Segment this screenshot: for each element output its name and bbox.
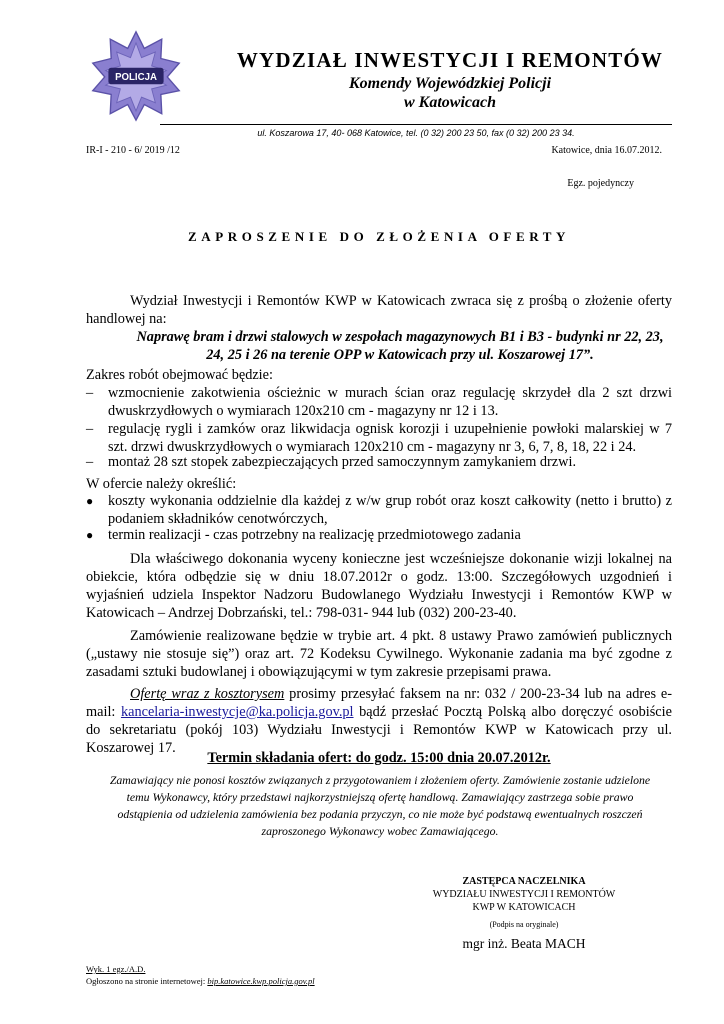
copies-note: Wyk. 1 egz./A.D.	[86, 964, 146, 974]
legal-basis-paragraph: Zamówienie realizowane będzie w trybie art. 4 pkt. 8 ustawy Prawo zamówień publicznych („ustawy nie stosuje się”) oraz art. 72 Kodeksu Cywilnego. Wykonanie zadania ma być zgodne z zasadami sztuki budowlanej i obowiązującymi w tym zakresie przepisami prawa.	[86, 628, 672, 680]
signatory-role-line1: ZASTĘPCA NACZELNIKA	[462, 876, 586, 887]
offer-subject: Naprawę bram i drzwi stalowych w zespołach magazynowych B1 i B3 - budynki nr 22, 23, 24, 25 i 26 na terenie OPP w Katowicach przy ul. Koszarowej 17”.	[136, 329, 664, 363]
list-item-text: montaż 28 szt stopek zabezpieczających przed samoczynnym zamykaniem drzwi.	[108, 454, 577, 470]
site-visit-paragraph: Dla właściwego dokonania wyceny konieczne jest wcześniejsze dokonanie wizji lokalnej na obiekcie, która odbędzie się w dniu 18.07.2012r o godz. 13:00. Szczegółowych uzgodnień i wyjaśnień udziela Inspektor Nadzoru Budowlanego Wydziału Inwestycji i Remontów KWP w Katowicach – Andrzej Dobrzański, tel.: 798-031- 944 lub (032) 200-23-40.	[86, 551, 672, 621]
submission-text-part2: bądź przesłać Pocztą Polską albo doręczyć osobiście do sekretariatu (pokój 103) Wydziału Inwestycji i Remontów KWP w Katowicach przy ul. Koszarowej 17.	[86, 704, 672, 756]
reference-number: IR-I - 210 - 6/ 2019 /12	[86, 145, 180, 156]
disclaimer-paragraph: Zamawiający nie ponosi kosztów związanych z przygotowaniem i złożeniem oferty. Zamówienie zostanie udzielone temu Wykonawcy, który przedstawi najkorzystniejszą ofertę handlową. Zamawiający zastrzega sobie prawo odstąpienia od udzielenia zamówienia bez podania przyczyn, co nie może być podstawą ewentualnych roszczeń zaproszonego Wykonawcy wobec Zamawiającego.	[109, 773, 651, 838]
submission-deadline: Termin składania ofert: do godz. 15:00 dnia 20.07.2012r.	[207, 750, 551, 766]
requirements-heading: W ofercie należy określić:	[86, 476, 237, 492]
list-marker: –	[86, 421, 94, 437]
scope-heading: Zakres robót obejmować będzie:	[86, 367, 273, 383]
list-item	[86, 453, 672, 471]
bullet-marker: ●	[86, 528, 94, 542]
copy-note: Egz. pojedynczy	[567, 178, 634, 189]
list-item	[86, 420, 672, 456]
list-item-text: wzmocnienie zakotwienia ościeżnic w murach ścian oraz regulację skrzydeł dla 2 szt drzwi dwuskrzydłowych o wymiarach 120x210 cm - magazyny nr 12 i 13.	[108, 385, 672, 419]
publication-link[interactable]: bip.katowice.kwp.policja.gov.pl	[207, 976, 315, 986]
signatory-name: mgr inż. Beata MACH	[462, 936, 586, 951]
list-item	[86, 384, 672, 420]
list-item	[86, 526, 672, 544]
list-marker: –	[86, 385, 94, 401]
document-date: Katowice, dnia 16.07.2012.	[551, 145, 662, 156]
email-link[interactable]: kancelaria-inwestycje@ka.policja.gov.pl	[120, 704, 354, 720]
intro-paragraph: Wydział Inwestycji i Remontów KWP w Katowicach zwraca się z prośbą o złożenie oferty handlowej na:	[86, 293, 672, 327]
list-item-text: regulację rygli i zamków oraz likwidacja ognisk korozji i uzupełnienie powłoki malarskiej w 7 szt. drzwi dwuskrzydłowych o wymiarach 120x210 cm - magazyny nr 3, 6, 7, 8, 18, 22 i 24.	[108, 421, 672, 455]
document-title: ZAPROSZENIE DO ZŁOŻENIA OFERTY	[187, 229, 571, 244]
list-marker: –	[86, 454, 94, 470]
signatory-role-line3: KWP W KATOWICACH	[472, 902, 576, 913]
department-title: WYDZIAŁ INWESTYCJI I REMONTÓW	[236, 48, 664, 72]
signature-note: (Podpis na oryginale)	[489, 920, 559, 929]
department-subtitle-line1: Komendy Wojewódzkiej Policji	[348, 75, 552, 92]
list-item-text: koszty wykonania oddzielnie dla każdej z w/w grup robót oraz koszt całkowity (netto i brutto) z podaniem składników cenotwórczych,	[108, 493, 672, 527]
submission-paragraph	[86, 685, 672, 757]
department-subtitle-line2: w Katowicach	[403, 94, 496, 111]
signatory-role-line2: WYDZIAŁU INWESTYCJI I REMONTÓW	[432, 889, 616, 900]
publication-note	[86, 976, 315, 986]
submission-text-part1: prosimy przesyłać faksem na nr: 032 / 200-23-34 lub na adres e-mail:	[86, 686, 672, 720]
publication-label: Ogłoszono na stronie internetowej:	[86, 976, 208, 986]
police-star-logo	[90, 30, 182, 122]
offer-emphasis: Ofertę wraz z kosztorysem	[130, 686, 285, 702]
logo-text: POLICJA	[115, 72, 157, 84]
list-item-text: termin realizacji - czas potrzebny na realizację przedmiotowego zadania	[108, 527, 521, 543]
bullet-marker: ●	[86, 494, 94, 508]
header-divider	[160, 124, 672, 125]
list-item	[86, 492, 672, 528]
header-address: ul. Koszarowa 17, 40- 068 Katowice, tel. (0 32) 200 23 50, fax (0 32) 200 23 34.	[257, 128, 575, 138]
